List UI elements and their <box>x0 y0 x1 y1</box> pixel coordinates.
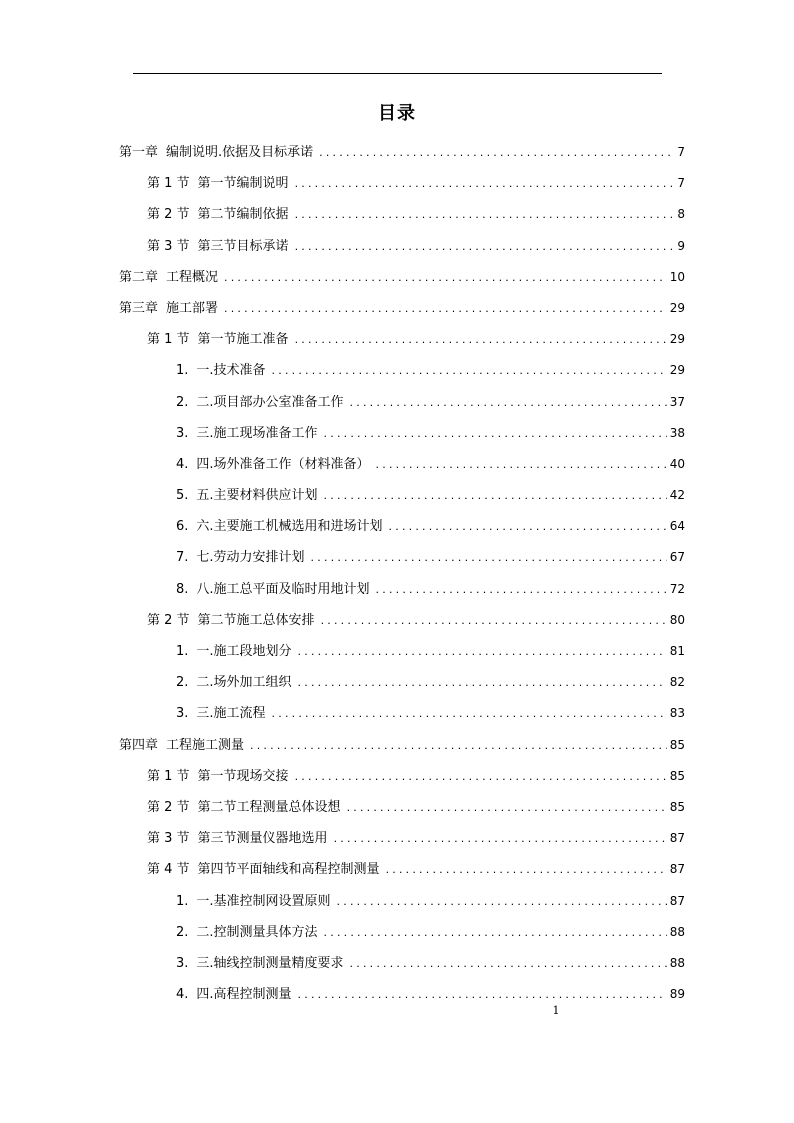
toc-dot-leader <box>295 324 667 355</box>
toc-dot-leader <box>298 667 667 698</box>
toc-entry-number: 3. <box>176 955 189 971</box>
toc-dot-leader <box>295 761 667 792</box>
toc-entry[interactable] <box>0 293 685 324</box>
toc-entry-title: 工程概况 <box>166 269 219 285</box>
toc-entry-page: 87 <box>669 862 685 877</box>
toc-entry-number: 第 3 节 <box>147 238 190 254</box>
toc-entry-number: 2. <box>176 675 189 691</box>
toc-dot-leader <box>295 231 675 262</box>
toc-entry[interactable] <box>0 168 685 199</box>
toc-dot-leader <box>224 262 667 293</box>
toc-entry-page: 8 <box>677 207 685 222</box>
toc-title: 目录 <box>378 103 416 124</box>
table-of-contents <box>0 137 794 1010</box>
toc-entry[interactable] <box>0 636 685 667</box>
toc-dot-leader <box>321 605 667 636</box>
toc-entry-page: 83 <box>669 706 685 721</box>
toc-dot-leader <box>389 511 667 542</box>
toc-entry-page: 40 <box>669 456 685 471</box>
toc-entry[interactable] <box>0 449 685 480</box>
toc-entry-page: 72 <box>669 581 685 596</box>
toc-entry[interactable] <box>0 886 685 917</box>
toc-entry-page: 80 <box>669 612 685 627</box>
toc-entry[interactable] <box>0 511 685 542</box>
toc-dot-leader <box>298 636 667 667</box>
toc-entry-title: 三.施工流程 <box>196 706 266 722</box>
toc-entry-title: 七.劳动力安排计划 <box>196 550 305 566</box>
toc-entry-title: 六.主要施工机械选用和进场计划 <box>196 519 383 535</box>
toc-dot-leader <box>350 948 667 979</box>
toc-dot-leader <box>311 542 667 573</box>
toc-entry[interactable] <box>0 730 685 761</box>
toc-entry[interactable] <box>0 761 685 792</box>
toc-entry[interactable] <box>0 948 685 979</box>
page-number: 1 <box>552 1004 560 1017</box>
toc-entry-title: 二.控制测量具体方法 <box>196 924 318 940</box>
toc-entry-page: 10 <box>669 269 685 284</box>
toc-entry-page: 89 <box>669 987 685 1002</box>
toc-entry-title: 一.技术准备 <box>196 363 266 379</box>
toc-entry-number: 第 1 节 <box>147 768 190 784</box>
toc-entry-title: 第二节编制依据 <box>197 207 289 223</box>
toc-entry-title: 三.轴线控制测量精度要求 <box>196 955 344 971</box>
toc-entry-title: 工程施工测量 <box>166 737 245 753</box>
toc-entry[interactable] <box>0 792 685 823</box>
toc-entry-title: 四.场外准备工作（材料准备） <box>196 456 370 472</box>
toc-entry-number: 3. <box>176 706 189 722</box>
toc-entry-page: 29 <box>669 332 685 347</box>
toc-dot-leader <box>334 823 667 854</box>
toc-entry-number: 1. <box>176 363 189 379</box>
toc-entry-page: 88 <box>669 955 685 970</box>
toc-entry-title: 编制说明.依据及目标承诺 <box>166 145 314 160</box>
toc-entry-title: 一.施工段地划分 <box>196 644 292 659</box>
toc-entry[interactable] <box>0 667 685 698</box>
toc-entry-page: 38 <box>669 425 685 440</box>
toc-entry-title: 一.基准控制网设置原则 <box>196 893 331 909</box>
toc-entry[interactable] <box>0 355 685 386</box>
toc-entry[interactable] <box>0 387 685 418</box>
toc-entry-number: 第四章 <box>119 737 159 753</box>
toc-entry-number: 4. <box>176 987 189 1003</box>
toc-entry-page: 85 <box>669 737 685 752</box>
toc-entry[interactable] <box>0 324 685 355</box>
toc-entry-number: 第 1 节 <box>147 176 190 192</box>
toc-dot-leader <box>347 792 667 823</box>
toc-entry-title: 二.项目部办公室准备工作 <box>196 394 344 410</box>
toc-entry-number: 第二章 <box>119 269 159 285</box>
toc-entry-page: 88 <box>669 924 685 939</box>
toc-entry-page: 87 <box>669 831 685 846</box>
toc-dot-leader <box>376 449 667 480</box>
toc-entry[interactable] <box>0 231 685 262</box>
toc-entry-number: 7. <box>176 550 189 566</box>
toc-entry-page: 29 <box>669 363 685 378</box>
toc-entry-title: 三.施工现场准备工作 <box>196 425 318 441</box>
toc-entry-page: 87 <box>669 893 685 908</box>
toc-entry-title: 第二节施工总体安排 <box>197 612 315 628</box>
toc-entry[interactable] <box>0 917 685 948</box>
toc-entry-page: 37 <box>669 394 685 409</box>
toc-entry-number: 第 2 节 <box>147 799 190 815</box>
toc-dot-leader <box>324 418 667 449</box>
toc-dot-leader <box>295 168 675 199</box>
toc-entry-number: 第 2 节 <box>147 612 190 628</box>
header-rule <box>133 73 662 74</box>
toc-dot-leader <box>337 886 667 917</box>
toc-entry-title: 第三节目标承诺 <box>197 238 289 254</box>
toc-entry-number: 3. <box>176 425 189 441</box>
toc-dot-leader <box>224 293 667 324</box>
toc-entry-page: 29 <box>669 300 685 315</box>
toc-entry-title: 第四节平面轴线和高程控制测量 <box>197 862 380 878</box>
toc-dot-leader <box>272 698 667 729</box>
toc-entry[interactable] <box>0 199 685 230</box>
toc-entry-number: 第 2 节 <box>147 207 190 223</box>
toc-dot-leader <box>324 480 667 511</box>
toc-dot-leader <box>250 730 667 761</box>
toc-entry-page: 67 <box>669 550 685 565</box>
toc-entry-page: 7 <box>677 145 685 159</box>
toc-entry-number: 2. <box>176 924 189 940</box>
toc-entry-title: 第一节现场交接 <box>197 768 289 784</box>
toc-entry-title: 第一节编制说明 <box>197 176 289 192</box>
toc-entry-number: 4. <box>176 456 189 472</box>
toc-dot-leader <box>386 854 667 885</box>
toc-entry-number: 1. <box>176 644 189 659</box>
toc-entry-page: 7 <box>677 176 685 191</box>
toc-dot-leader <box>324 917 667 948</box>
toc-entry-number: 第 3 节 <box>147 831 190 847</box>
toc-entry-page: 85 <box>669 799 685 814</box>
toc-entry-number: 6. <box>176 519 189 535</box>
toc-entry-number: 第 1 节 <box>147 332 190 348</box>
toc-entry-title: 五.主要材料供应计划 <box>196 488 318 504</box>
toc-entry[interactable] <box>0 480 685 511</box>
toc-entry-number: 8. <box>176 581 189 597</box>
toc-dot-leader <box>319 137 674 168</box>
toc-entry-title: 施工部署 <box>166 300 219 316</box>
toc-entry-page: 9 <box>677 238 685 253</box>
toc-entry[interactable] <box>0 605 685 636</box>
toc-entry[interactable] <box>0 823 685 854</box>
toc-entry[interactable] <box>0 262 685 293</box>
toc-entry-page: 42 <box>669 488 685 503</box>
toc-dot-leader <box>376 574 667 605</box>
toc-entry[interactable] <box>0 854 685 885</box>
toc-entry[interactable] <box>0 418 685 449</box>
toc-entry[interactable] <box>0 137 685 168</box>
toc-entry-page: 81 <box>669 644 685 658</box>
toc-entry-page: 64 <box>669 519 685 534</box>
toc-dot-leader <box>350 387 667 418</box>
toc-entry[interactable] <box>0 542 685 573</box>
toc-dot-leader <box>295 199 675 230</box>
toc-entry-title: 八.施工总平面及临时用地计划 <box>196 581 370 597</box>
toc-entry-title: 第一节施工准备 <box>197 332 289 348</box>
toc-entry-title: 二.场外加工组织 <box>196 675 292 691</box>
toc-dot-leader <box>272 355 667 386</box>
toc-entry-title: 四.高程控制测量 <box>196 987 292 1003</box>
toc-entry-page: 82 <box>669 675 685 690</box>
toc-entry-number: 1. <box>176 893 189 909</box>
toc-entry-number: 第一章 <box>119 145 159 160</box>
toc-entry-number: 2. <box>176 394 189 410</box>
toc-entry-number: 5. <box>176 488 189 504</box>
toc-entry-title: 第三节测量仪器地选用 <box>197 831 328 847</box>
toc-entry-number: 第三章 <box>119 300 159 316</box>
toc-entry[interactable] <box>0 574 685 605</box>
toc-entry-number: 第 4 节 <box>147 862 190 878</box>
toc-entry-page: 85 <box>669 768 685 783</box>
toc-entry-title: 第二节工程测量总体设想 <box>197 799 341 815</box>
toc-entry[interactable] <box>0 698 685 729</box>
